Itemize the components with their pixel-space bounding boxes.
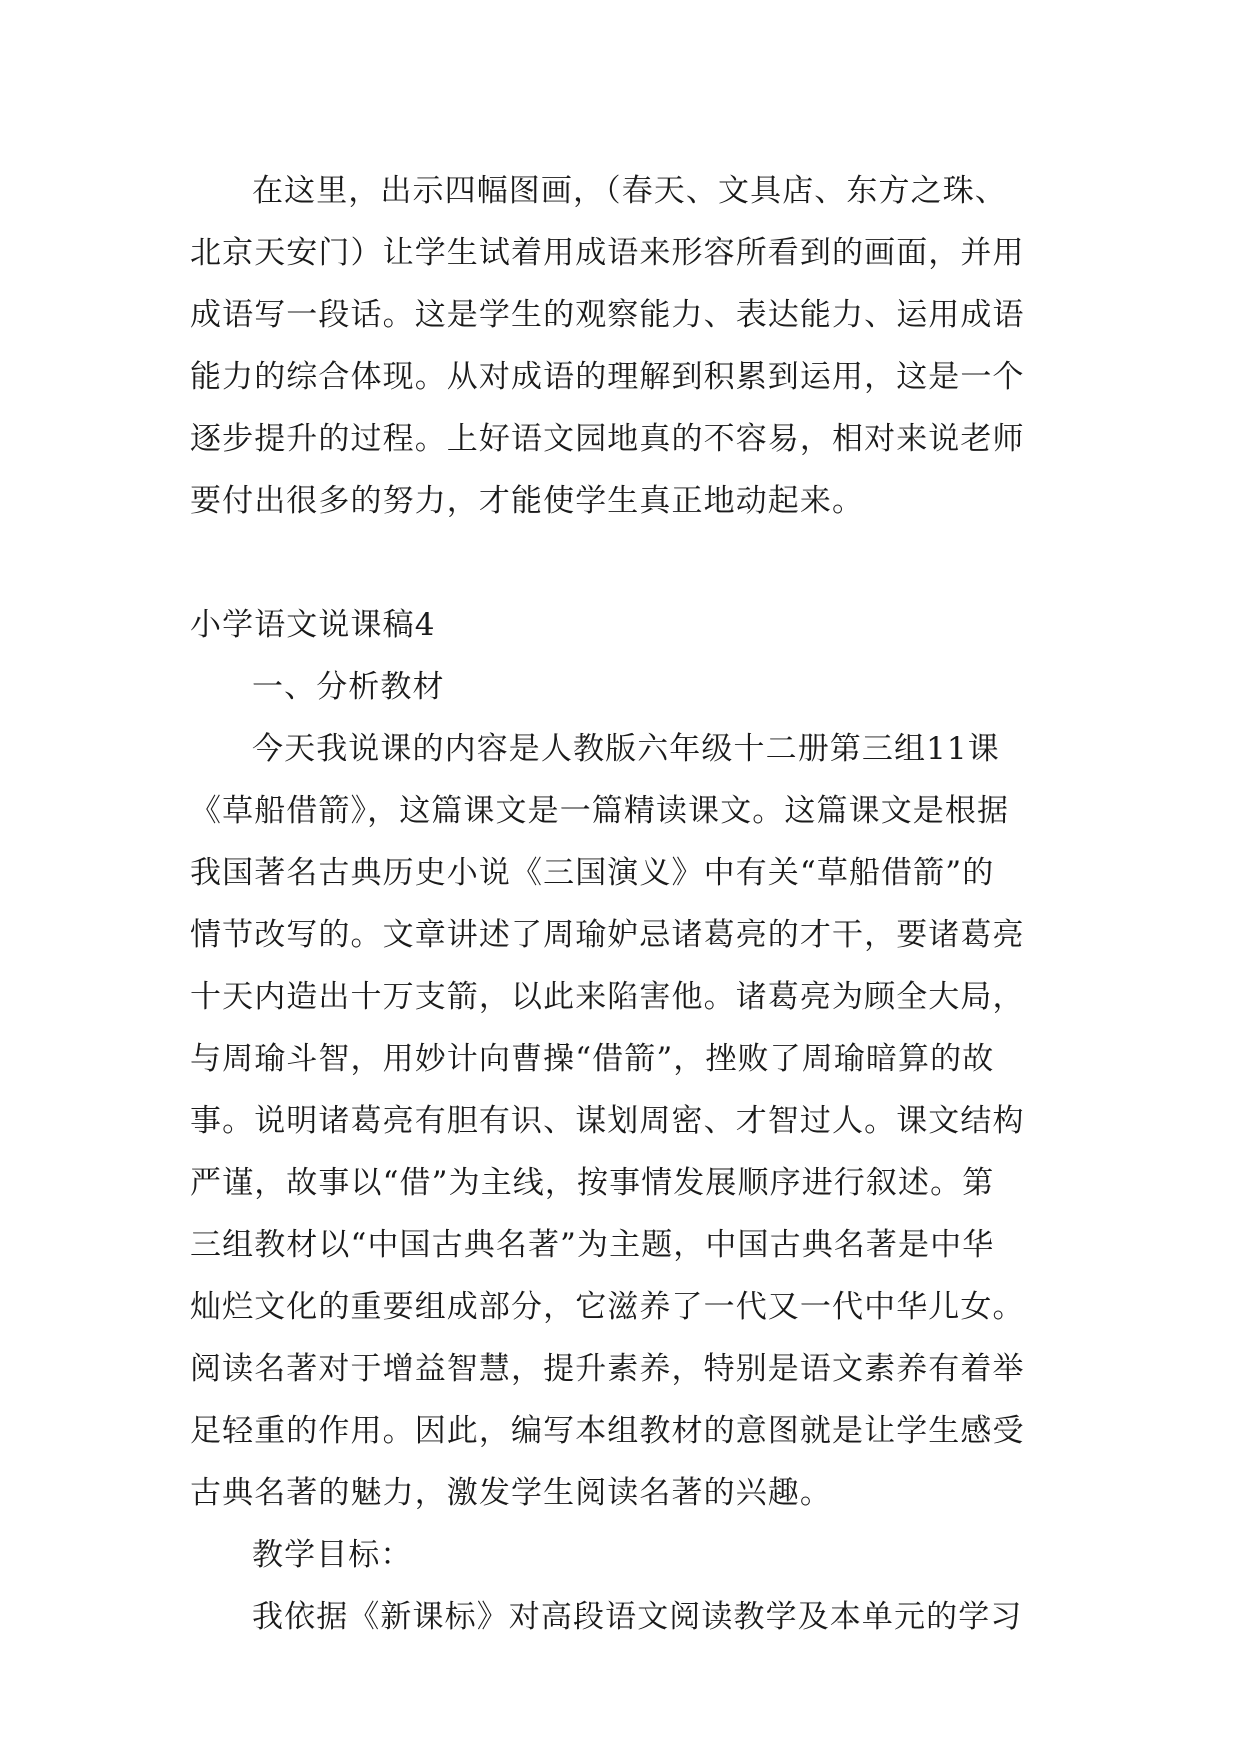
heading-objectives: 教学目标：	[252, 1537, 413, 1573]
paragraph-line: 情节改写的。文章讲述了周瑜妒忌诸葛亮的才干，要诸葛亮	[190, 917, 1025, 953]
paragraph-line: 逐步提升的过程。上好语文园地真的不容易，相对来说老师	[190, 421, 1025, 457]
paragraph-line: 足轻重的作用。因此，编写本组教材的意图就是让学生感受	[190, 1413, 1025, 1449]
paragraph-line: 古典名著的魅力，激发学生阅读名著的兴趣。	[190, 1475, 832, 1511]
section-title: 小学语文说课稿4	[190, 607, 436, 643]
document-body	[190, 160, 1040, 1648]
paragraph-line: 三组教材以“中国古典名著”为主题，中国古典名著是中华	[190, 1227, 995, 1263]
paragraph-line: 事。说明诸葛亮有胆有识、谋划周密、才智过人。课文结构	[190, 1103, 1025, 1139]
paragraph-line: 我依据《新课标》对高段语文阅读教学及本单元的学习	[252, 1599, 1023, 1635]
paragraph-line: 阅读名著对于增益智慧，提升素养，特别是语文素养有着举	[190, 1351, 1025, 1387]
heading-analysis: 一、分析教材	[252, 669, 445, 705]
paragraph-line: 在这里，出示四幅图画，（春天、文具店、东方之珠、	[252, 173, 1007, 209]
paragraph-line: 严谨，故事以“借”为主线，按事情发展顺序进行叙述。第	[190, 1165, 995, 1201]
paragraph-line: 十天内造出十万支箭，以此来陷害他。诸葛亮为顾全大局，	[190, 979, 1025, 1015]
paragraph-line: 要付出很多的努力，才能使学生真正地动起来。	[190, 483, 865, 519]
paragraph-line: 我国著名古典历史小说《三国演义》中有关“草船借箭”的	[190, 855, 995, 891]
paragraph-line: 北京天安门）让学生试着用成语来形容所看到的画面，并用	[190, 235, 1025, 271]
paragraph-line: 能力的综合体现。从对成语的理解到积累到运用，这是一个	[190, 359, 1025, 395]
paragraph-line: 与周瑜斗智，用妙计向曹操“借箭”，挫败了周瑜暗算的故	[190, 1041, 995, 1077]
section-gap	[190, 532, 1040, 594]
paragraph-line: 《草船借箭》，这篇课文是一篇精读课文。这篇课文是根据	[190, 793, 1010, 829]
paragraph-line: 灿烂文化的重要组成部分，它滋养了一代又一代中华儿女。	[190, 1289, 1025, 1325]
paragraph-line: 今天我说课的内容是人教版六年级十二册第三组11课	[252, 731, 1000, 767]
paragraph-line: 成语写一段话。这是学生的观察能力、表达能力、运用成语	[190, 297, 1025, 333]
